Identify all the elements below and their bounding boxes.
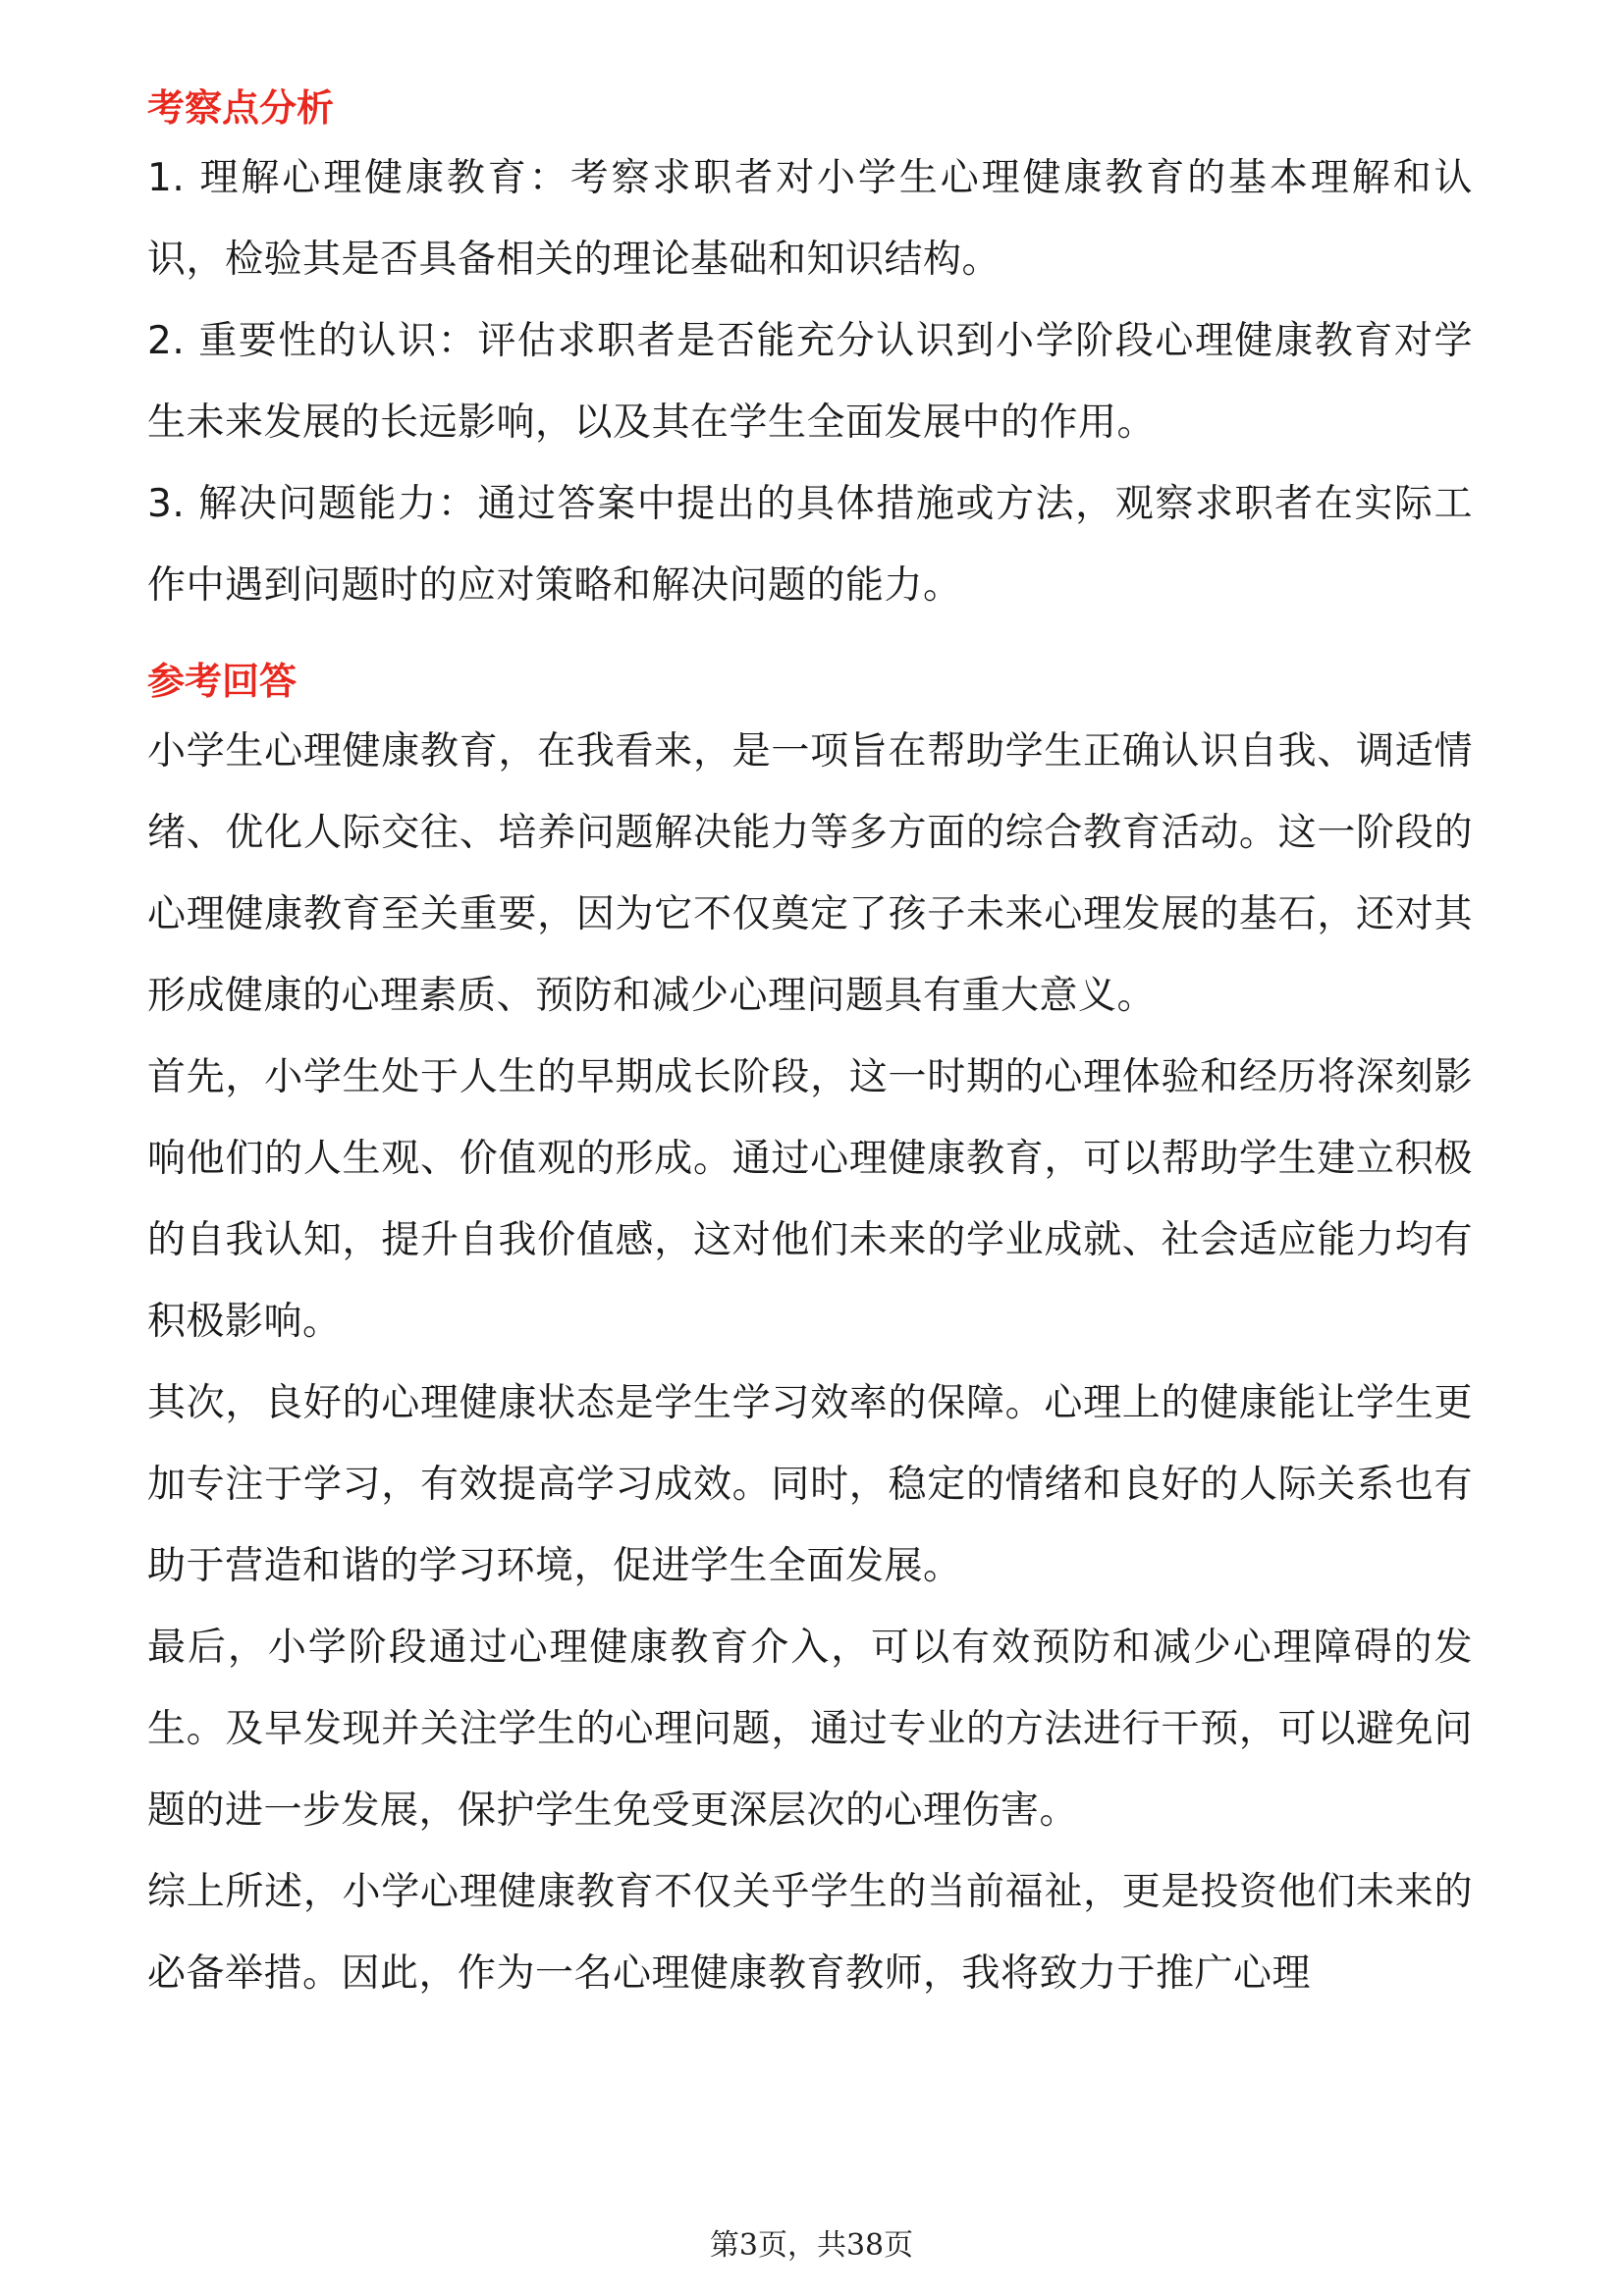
answer-paragraph: 综上所述，小学心理健康教育不仅关乎学生的当前福祉，更是投资他们未来的必备举措。因此，作为一名心理健康教育教师，我将致力于推广心理 [147, 1870, 1473, 1996]
page-number: 第3页，共38页 [709, 2228, 914, 2263]
document-page [147, 79, 1473, 2014]
answer-heading: 参考回答 [147, 660, 298, 703]
analysis-item: 2. 重要性的认识：评估求职者是否能充分认识到小学阶段心理健康教育对学生未来发展的长远影响，以及其在学生全面发展中的作用。 [147, 319, 1473, 445]
analysis-item: 3. 解决问题能力：通过答案中提出的具体措施或方法，观察求职者在实际工作中遇到问题时的应对策略和解决问题的能力。 [147, 482, 1473, 608]
answer-paragraph: 其次，良好的心理健康状态是学生学习效率的保障。心理上的健康能让学生更加专注于学习，有效提高学习成效。同时，稳定的情绪和良好的人际关系也有助于营造和谐的学习环境，促进学生全面发展。 [147, 1381, 1473, 1588]
answer-paragraph: 最后，小学阶段通过心理健康教育介入，可以有效预防和减少心理障碍的发生。及早发现并关注学生的心理问题，通过专业的方法进行干预，可以避免问题的进一步发展，保护学生免受更深层次的心理伤害。 [147, 1626, 1473, 1833]
answer-paragraph: 首先，小学生处于人生的早期成长阶段，这一时期的心理体验和经历将深刻影响他们的人生观、价值观的形成。通过心理健康教育，可以帮助学生建立积极的自我认知，提升自我价值感，这对他们未来的学业成就、社会适应能力均有积极影响。 [147, 1055, 1473, 1344]
analysis-item: 1. 理解心理健康教育：考察求职者对小学生心理健康教育的基本理解和认识，检验其是否具备相关的理论基础和知识结构。 [147, 156, 1473, 282]
analysis-heading: 考察点分析 [147, 86, 335, 130]
section-spacer [147, 626, 1473, 652]
answer-paragraph: 小学生心理健康教育，在我看来，是一项旨在帮助学生正确认识自我、调适情绪、优化人际交往、培养问题解决能力等多方面的综合教育活动。这一阶段的心理健康教育至关重要，因为它不仅奠定了孩子未来心理发展的基石，还对其形成健康的心理素质、预防和减少心理问题具有重大意义。 [147, 729, 1473, 1018]
